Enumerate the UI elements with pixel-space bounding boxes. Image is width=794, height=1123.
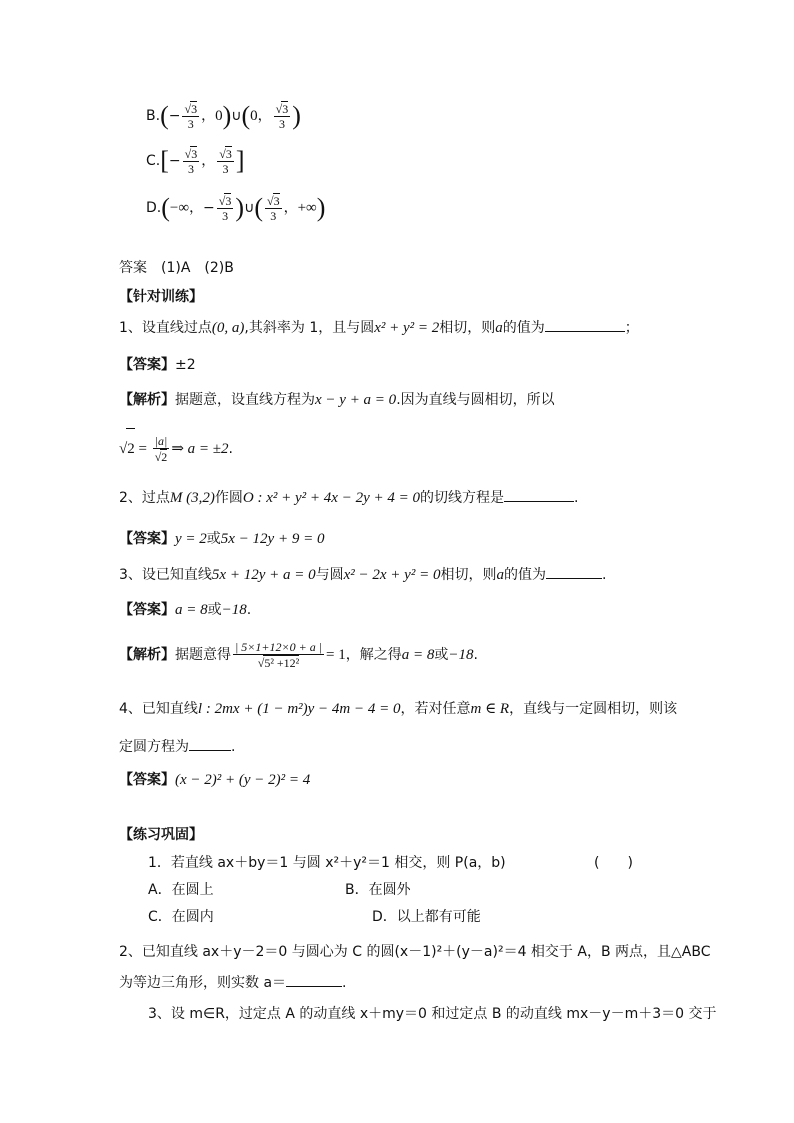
option-d: D.(−∞，− $\frac{√3}{3}$ )∪( $\frac{√3}{3}$ ，+∞) — [146, 193, 326, 223]
practice-header: 【练习巩固】 — [119, 827, 203, 843]
option-d-label: D. — [146, 200, 162, 216]
fraction-neg-sqrt3-over-3: $\frac{√3}{3}$ — [218, 194, 232, 223]
practice-1-option-a[interactable]: A．在圆上 — [148, 882, 214, 898]
distance-fraction: $\frac{| 5\times 1+12\times 0 + a |}{\text{√5² +12²}}$ — [235, 640, 322, 670]
q1-circle-equation: x² + y² = 2 — [374, 320, 440, 336]
q3-explanation: 【解析】据题意得 $\frac{| 5\times 1+12\times 0 + a |}{\text{√5² +12²}}$ = 1，解之得a = 8或−18. — [119, 640, 478, 670]
fraction-abs-a-over-sqrt2: $\frac{|a|}{√2}$ — [154, 434, 168, 464]
question-1: 1、设直线过点(0, a),其斜率为 1，且与圆x² + y² = 2相切，则a的值为 ； — [119, 317, 639, 338]
q2-circle-equation: O : x² + y² + 4x − 2y + 4 = 0 — [242, 490, 420, 506]
answer-blank[interactable] — [189, 736, 231, 751]
practice-1-option-c[interactable]: C．在圆内 — [148, 909, 214, 925]
fraction-neg-sqrt3-over-3: $\frac{√3}{3}$ — [184, 147, 198, 176]
question-4-line-2: 定圆方程为 . — [119, 736, 235, 757]
q3-answer: 【答案】a = 8或−18. — [119, 602, 252, 618]
option-b: B.(− $\frac{√3}{3}$ ，0)∪(0， $\frac{√3}{3}$ ) — [146, 101, 301, 131]
fraction-neg-sqrt3-over-3: $\frac{√3}{3}$ — [184, 102, 198, 131]
practice-1-option-b[interactable]: B．在圆外 — [345, 882, 411, 898]
practice-1-option-d[interactable]: D．以上都有可能 — [372, 909, 481, 925]
question-2: 2、过点M (3,2)作圆O : x² + y² + 4x − 2y + 4 = 0的切线方程是 . — [119, 487, 578, 508]
question-4: 4、已知直线l : 2mx + (1 − m²)y − 4m − 4 = 0，若对任意m ∈ R，直线与一定圆相切，则该 — [119, 701, 678, 717]
answer-blank[interactable] — [545, 317, 625, 332]
fraction-sqrt3-over-3: $\frac{√3}{3}$ — [275, 102, 289, 131]
training-header: 【针对训练】 — [119, 289, 203, 305]
option-c: C.[− $\frac{√3}{3}$ ， $\frac{√3}{3}$ ] — [146, 146, 245, 176]
practice-2-line-2: 为等边三角形，则实数 a＝ . — [119, 972, 346, 993]
practice-1-bracket[interactable]: ( ) — [594, 855, 633, 871]
practice-3-line-1: 3、设 m∈R，过定点 A 的动直线 x＋my＝0 和过定点 B 的动直线 mx－y－m＋3＝0 交于 — [148, 1006, 717, 1022]
fraction-sqrt3-over-3: $\frac{√3}{3}$ — [219, 147, 232, 176]
answer-blank[interactable] — [286, 972, 342, 987]
option-c-label: C. — [146, 153, 161, 169]
question-3: 3、设已知直线5x + 12y + a = 0与圆x² − 2x + y² = 0相切，则a的值为 . — [119, 564, 606, 585]
q1-answer: 【答案】±2 — [119, 357, 196, 373]
practice-2-line-1: 2、已知直线 ax＋y－2＝0 与圆心为 C 的圆(x－1)²＋(y－a)²＝4 相交于 A，B 两点，且△ABC — [119, 944, 711, 960]
q2-answer: 【答案】y = 2或5x − 12y + 9 = 0 — [119, 531, 325, 547]
fraction-sqrt3-over-3: $\frac{√3}{3}$ — [266, 194, 280, 223]
answer-line: 答案 (1)A (2)B — [119, 260, 234, 276]
q1-point: (0, a) — [211, 320, 245, 336]
answer-blank[interactable] — [504, 487, 574, 502]
answer-blank[interactable] — [546, 564, 602, 579]
q1-formula: √2 = $\frac{|a|}{√2}$ ⇒ a = ±2. — [119, 428, 233, 468]
option-b-label: B. — [146, 108, 161, 124]
q1-explanation: 【解析】据题意，设直线方程为x − y + a = 0.因为直线与圆相切，所以 — [119, 392, 555, 408]
q4-answer: 【答案】(x − 2)² + (y − 2)² = 4 — [119, 772, 311, 788]
practice-1-stem: 1．若直线 ax＋by＝1 与圆 x²＋y²＝1 相交，则 P(a，b) — [148, 855, 506, 871]
